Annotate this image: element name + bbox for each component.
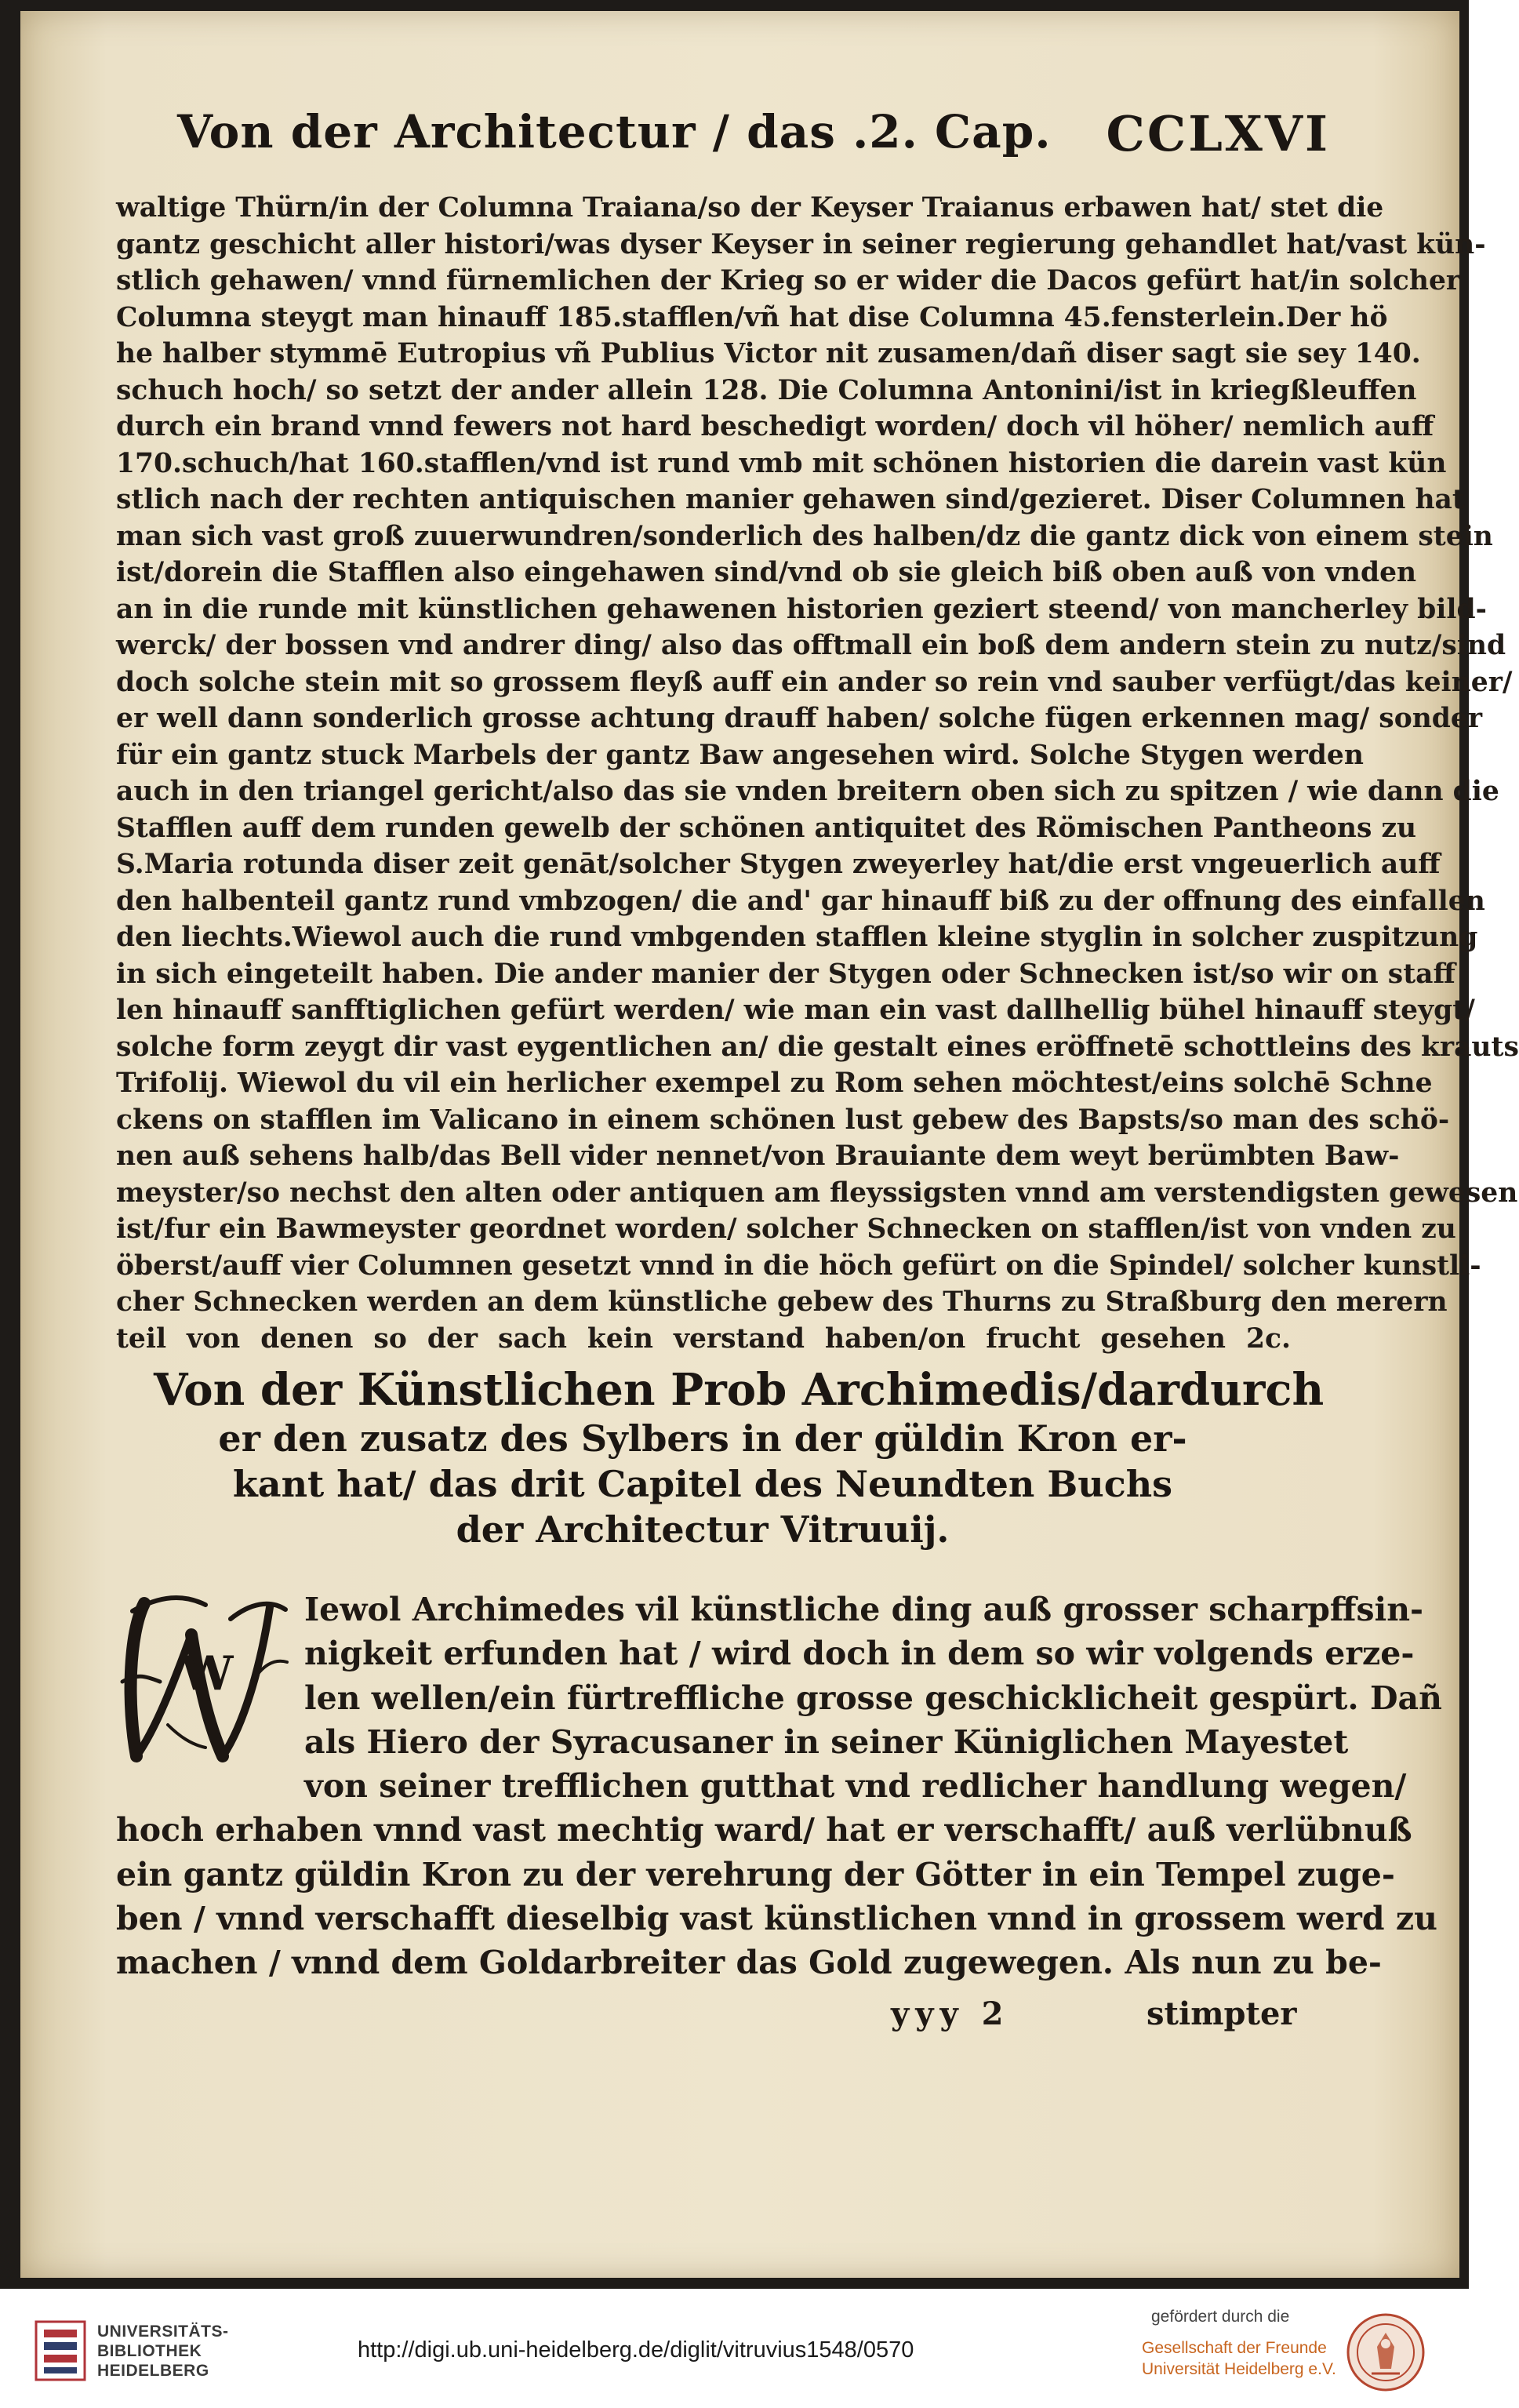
- text-line: Trifolij. Wiewol du vil ein herlicher exempel zu Rom sehen möchtest/eins solchē Schne: [116, 1068, 1433, 1099]
- sponsor-name-line-2: Universität Heidelberg e.V.: [1142, 2360, 1336, 2378]
- text-line: an in die runde mit künstlichen gehawenen historien geziert steend/ von mancherley bild-: [116, 593, 1487, 625]
- running-head: Von der Architectur / das .2. Cap.: [177, 105, 1052, 158]
- sponsor-name-line-1: Gesellschaft der Freunde: [1142, 2339, 1327, 2357]
- text-line: in sich eingeteilt haben. Die ander manier der Stygen oder Schnecken ist/so wir on staff: [116, 958, 1455, 990]
- body-text-block: [116, 190, 1519, 1357]
- text-line: den liechts.Wiewol auch die rund vmbgenden stafflen kleine styglin in solcher zuspitzung: [116, 922, 1478, 953]
- text-line: ckens on stafflen im Valicano in einem schönen lust gebew des Bapsts/so man des schö-: [116, 1104, 1450, 1136]
- text-line: für ein gantz stuck Marbels der gantz Baw angesehen wird. Solche Stygen werden: [116, 739, 1364, 771]
- text-line: auch in den triangel gericht/also das sie vnden breitern oben sich zu spitzen / wie dann die: [116, 776, 1499, 807]
- text-line: den halbenteil gantz rund vmbzogen/ die and' gar hinauff biß zu der offnung des einfallen: [116, 885, 1485, 917]
- page-header: [177, 105, 1330, 191]
- text-line: machen / vnnd dem Goldarbreiter das Gold zugewegen. Als nun zu be-: [116, 1944, 1382, 1982]
- text-line: Columna steygt man hinauff 185.stafflen/vñ hat dise Columna 45.fensterlein.Der hö: [116, 301, 1388, 333]
- library-name: [97, 2322, 229, 2381]
- folio-number: CCLXVI: [1106, 105, 1330, 162]
- text-line: ben / vnnd verschafft dieselbig vast künstlichen vnnd in grossem werd zu: [116, 1900, 1437, 1938]
- text-line: von seiner trefflichen gutthat vnd redlicher handlung wegen/: [304, 1767, 1407, 1806]
- university-seal-icon: [1346, 2312, 1426, 2392]
- chapter-heading-line: der Architectur Vitruuij.: [456, 1508, 950, 1551]
- text-line: Stafflen auff dem runden gewelb der schönen antiquitet des Römischen Pantheons zu: [116, 812, 1417, 844]
- sponsor-block: [1142, 2308, 1338, 2380]
- text-line: waltige Thürn/in der Columna Traiana/so der Keyser Traianus erbawen hat/ stet die: [116, 192, 1384, 224]
- text-line: 170.schuch/hat 160.stafflen/vnd ist rund vmb mit schönen historien die darein vast kün: [116, 447, 1447, 479]
- text-line: he halber stymmē Eutropius vñ Publius Victor nit zusamen/dañ diser sagt sie sey 140.: [116, 338, 1421, 369]
- text-line: ist/dorein die Stafflen also eingehawen sind/vnd ob sie gleich biß oben auß von vnden: [116, 557, 1417, 588]
- sponsor-note: gefördert durch die: [1151, 2308, 1290, 2326]
- text-line: ist/fur ein Bawmeyster geordnet worden/ solcher Schnecken on stafflen/ist von vnden zu: [116, 1213, 1456, 1245]
- text-line: S.Maria rotunda diser zeit genāt/solcher Stygen zweyerley hat/die erst vngeuerlich auff: [116, 849, 1441, 880]
- text-line: teil von denen so der sach kein verstand haben/on frucht gesehen 2c.: [116, 1322, 1291, 1355]
- text-line: Iewol Archimedes vil künstliche ding auß grosser scharpffsin-: [304, 1591, 1424, 1628]
- text-line: len hinauff sanfftiglichen gefürt werden/ wie man ein vast dallhellig bühel hinauff steygt/: [116, 995, 1475, 1026]
- library-name-line: HEIDELBERG: [97, 2362, 209, 2380]
- text-line: stlich nach der rechten antiquischen manier gehawen sind/gezieret. Diser Columnen hat: [116, 484, 1465, 515]
- library-name-line: BIBLIOTHEK: [97, 2342, 202, 2360]
- text-line: er well dann sonderlich grosse achtung drauff haben/ solche fügen erkennen mag/ sonder: [116, 703, 1483, 734]
- text-line: doch solche stein mit so grossem fleyß auff ein ander so rein vnd sauber verfügt/das keiner/: [116, 666, 1513, 698]
- text-line: meyster/so nechst den alten oder antiquen am fleyssigsten vnnd am verstendigsten gewesen: [116, 1177, 1518, 1209]
- chapter-heading-line: Von der Künstlichen Prob Archimedis/dardurch: [154, 1364, 1325, 1416]
- text-line: gantz geschicht aller histori/was dyser Keyser in seiner regierung gehandlet hat/vast kün-: [116, 228, 1486, 260]
- library-name-line: UNIVERSITÄTS-: [97, 2323, 229, 2341]
- text-line: man sich vast groß zuuerwundren/sonderlich des halben/dz die gantz dick von einem stein: [116, 520, 1493, 552]
- text-line: schuch hoch/ so setzt der ander allein 128. Die Columna Antonini/ist in kriegßleuffen: [116, 374, 1417, 406]
- svg-text:W: W: [180, 1646, 234, 1701]
- book-page: [20, 11, 1519, 2278]
- chapter-heading-line: er den zusatz des Sylbers in der güldin Kron er-: [218, 1417, 1187, 1460]
- text-line: ein gantz güldin Kron zu der verehrung der Götter in ein Tempel zuge-: [116, 1855, 1395, 1893]
- catchword: stimpter: [1147, 1995, 1297, 2032]
- chapter-heading-line: kant hat/ das drit Capitel des Neundten Buchs: [232, 1463, 1173, 1505]
- chapter-heading: [154, 1364, 1325, 1552]
- text-line: werck/ der bossen vnd andrer ding/ also das offtmall ein boß dem andern stein zu nutz/sind: [116, 630, 1506, 661]
- text-line: cher Schnecken werden an dem künstliche gebew des Thurns zu Straßburg den merern: [116, 1286, 1448, 1318]
- permalink-url[interactable]: http://digi.ub.uni-heidelberg.de/diglit/vitruvius1548/0570: [358, 2337, 914, 2363]
- digitization-footer: [0, 2289, 1469, 2408]
- signature-mark: yyy 2: [891, 1995, 1010, 2032]
- text-line: als Hiero der Syracusaner in seiner Küniglichen Mayestet: [304, 1722, 1349, 1761]
- text-line: hoch erhaben vnnd vast mechtig ward/ hat er verschafft/ auß verlübnuß: [116, 1811, 1412, 1850]
- text-line: stlich gehawen/ vnnd fürnemlichen der Krieg so er wider die Dacos gefürt hat/in solcher: [116, 265, 1461, 296]
- text-line: len wellen/ein fürtreffliche grosse geschicklicheit gespürt. Dañ: [304, 1679, 1442, 1717]
- text-line: durch ein brand vnnd fewers not hard beschedigt worden/ doch vil höher/ nemlich auff: [116, 411, 1434, 442]
- university-library-logo-icon: [33, 2319, 88, 2383]
- text-line: solche form zeygt dir vast eygentlichen an/ die gestalt eines eröffnetē schottleins des krauts: [116, 1031, 1519, 1063]
- text-line: öberst/auff vier Columnen gesetzt vnnd in die höch gefürt on die Spindel/ solcher kunstli-: [116, 1249, 1481, 1282]
- text-line: nen auß sehens halb/das Bell vider nennet/von Brauiante dem weyt berümbten Baw-: [116, 1140, 1400, 1172]
- chapter-body-text: [116, 1588, 1442, 1985]
- text-line: nigkeit erfunden hat / wird doch in dem so wir volgends erze-: [304, 1635, 1415, 1673]
